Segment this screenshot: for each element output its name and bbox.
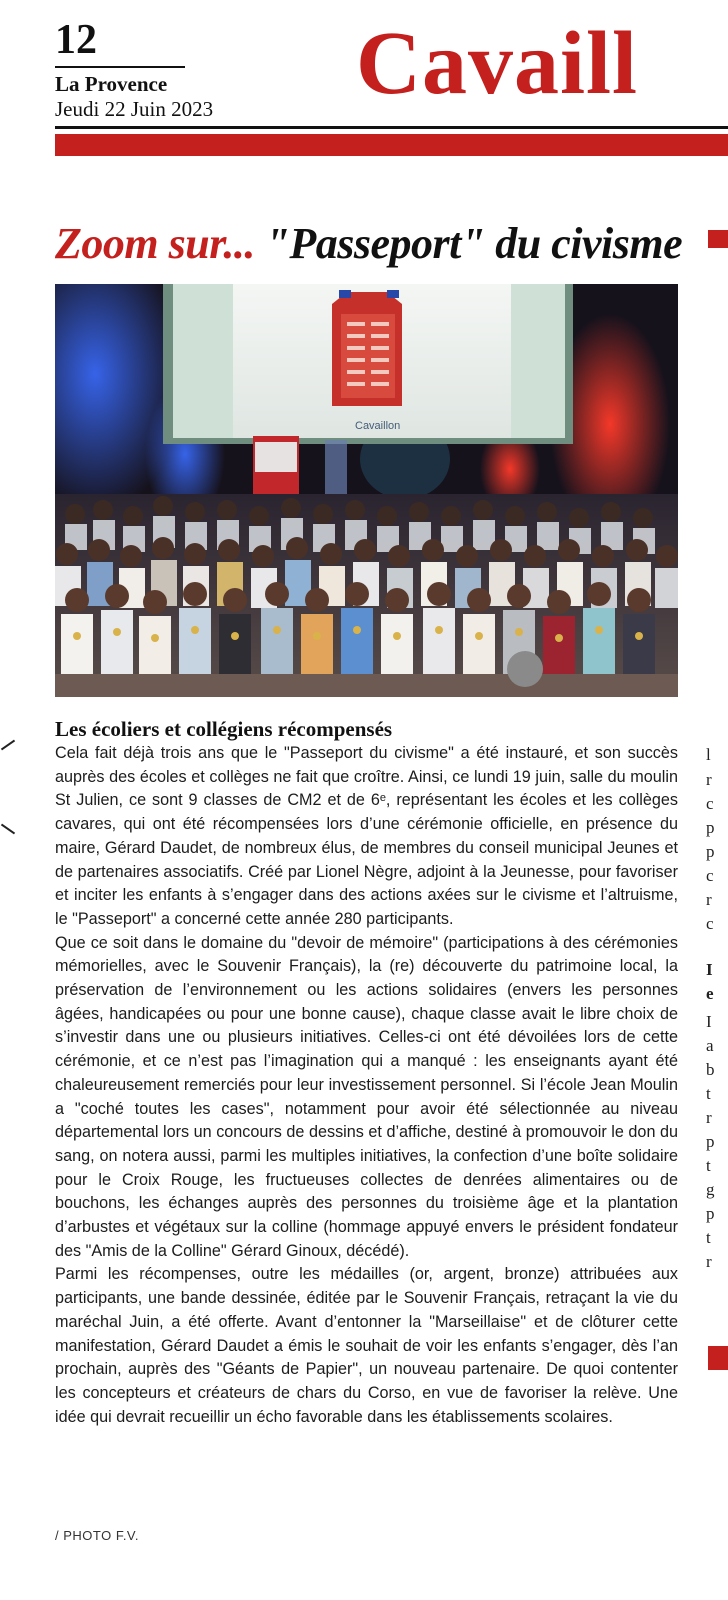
next-column-letter: p bbox=[706, 1132, 715, 1151]
left-edge-mark bbox=[1, 740, 15, 751]
article-paragraph: Cela fait déjà trois ans que le "Passeport du civisme" a été instauré, et son succès auprès des écoles et collèges ne fait que croître. Ainsi, ce lundi 19 juin, salle du moulin St Julien, ce sont 9 classes de CM2 et de 6ᵉ, représentant les écoles et les collèges cavares, qui ont été récompensées lors d’une cérémonie officielle, en présence du maire, Gérard Daudet, de nombreux élus, de membres du conseil municipal Jeunes et de partenaires associatifs. Créé par Lionel Nègre, adjoint à la Jeunesse, pour favoriser et inciter les enfants à s’engager dans des actions axées sur le civisme et l’altruisme, le "Passeport" a concerné cette année 280 participants. bbox=[55, 744, 678, 928]
publication-date: Jeudi 22 Juin 2023 bbox=[55, 97, 214, 121]
next-column-letter: r bbox=[706, 1252, 712, 1271]
screen-logo: Cavaillon bbox=[355, 420, 401, 432]
next-column-letter: t bbox=[706, 1228, 711, 1247]
next-column-letter: t bbox=[706, 1084, 711, 1103]
article-paragraph: Parmi les récompenses, outre les médailles (or, argent, bronze) attribuées aux participants, une bande dessinée, éditée par le Souvenir Français, retraçant la vie du maréchal Juin, a été offerte. Avant d’entonner la "Marseillaise" et de clôturer cette manifestation, Gérard Daudet a émis le souhait de voir les enfants s’engager, dès l’an prochain, auprès des "Géants de Papier", un nouveau partenaire. De quoi contenter les concepteurs et créateurs de chars du Corso, en vue de favoriser la relève. Une idée qui devrait recueillir un écho favorable dans les établissements scolaires. bbox=[55, 1265, 678, 1426]
ceremony-photo-illustration bbox=[55, 284, 678, 697]
next-column-letter: r bbox=[706, 890, 712, 909]
next-column-letter: g bbox=[706, 1180, 715, 1199]
article-headline bbox=[55, 218, 682, 270]
next-column-letter: t bbox=[706, 1156, 711, 1175]
next-column-red-mark bbox=[708, 230, 728, 248]
article-photo bbox=[55, 284, 678, 697]
next-column-letter: p bbox=[706, 1204, 715, 1223]
masthead-rule bbox=[55, 126, 728, 129]
next-column-letter: l bbox=[706, 745, 711, 764]
article-paragraph: Que ce soit dans le domaine du "devoir de mémoire" (participations à des cérémonies mémorielles, avec le Souvenir Français), la (re) découverte du patrimoine local, la préservation de l’environnement ou les actions solidaires (envers les personnes âgées, handicapées ou pour une bonne cause), chaque classe avait le libre choix de s’investir dans une ou plusieurs initiatives. Celles-ci ont été dévoilées lors de cette cérémonie, et ce n’est pas l’imagination qui a manqué : les enseignants ayant été chaleureusement remerciés pour leur investissement personnel. Si l’école Jean Moulin a "coché toutes les cases", notamment pour avoir été sélectionnée au niveau départemental lors un concours de dessins et d’affiche, destiné à promouvoir le don du sang, on notera aussi, parmi les multiples initiatives, la confection d’une boîte solidaire pour le Croix Rouge, les fructueuses collectes de denrées alimentaires ou de bouchons, les échanges auprès des personnes du troisième âge et la plantation d’arbustes et végétaux sur la colline (hommage appuyé envers le président fondateur des "Amis de la Colline" Gérard Ginoux, décédé). bbox=[55, 933, 678, 1260]
next-column-letter: e bbox=[706, 984, 714, 1003]
masthead bbox=[0, 0, 728, 160]
masthead-red-band bbox=[55, 134, 728, 156]
page-number-rule bbox=[55, 66, 185, 68]
photo-credit: / PHOTO F.V. bbox=[55, 1528, 140, 1543]
next-column-letter: I bbox=[706, 1012, 712, 1031]
newspaper-name: La Provence bbox=[55, 72, 168, 96]
next-column-letter: c bbox=[706, 914, 714, 933]
next-column-letter: b bbox=[706, 1060, 715, 1079]
next-column-letter: I bbox=[706, 960, 713, 979]
article-body bbox=[55, 742, 678, 1429]
article-subheading: Les écoliers et collégiens récompensés bbox=[55, 717, 393, 741]
next-column-letter: p bbox=[706, 818, 715, 837]
headline-zoom: Zoom sur... bbox=[55, 219, 255, 268]
next-column-letter: a bbox=[706, 1036, 714, 1055]
page-number: 12 bbox=[55, 17, 97, 63]
next-column-letter: r bbox=[706, 770, 712, 789]
next-column-red-mark bbox=[708, 1346, 728, 1370]
next-column-letter: p bbox=[706, 842, 715, 861]
next-column-letter: r bbox=[706, 1108, 712, 1127]
next-column-letter: c bbox=[706, 794, 714, 813]
next-column-letter: c bbox=[706, 866, 714, 885]
headline-title: "Passeport" du civisme bbox=[254, 219, 683, 268]
section-title: Cavaill bbox=[356, 14, 639, 113]
left-edge-mark bbox=[1, 824, 15, 835]
